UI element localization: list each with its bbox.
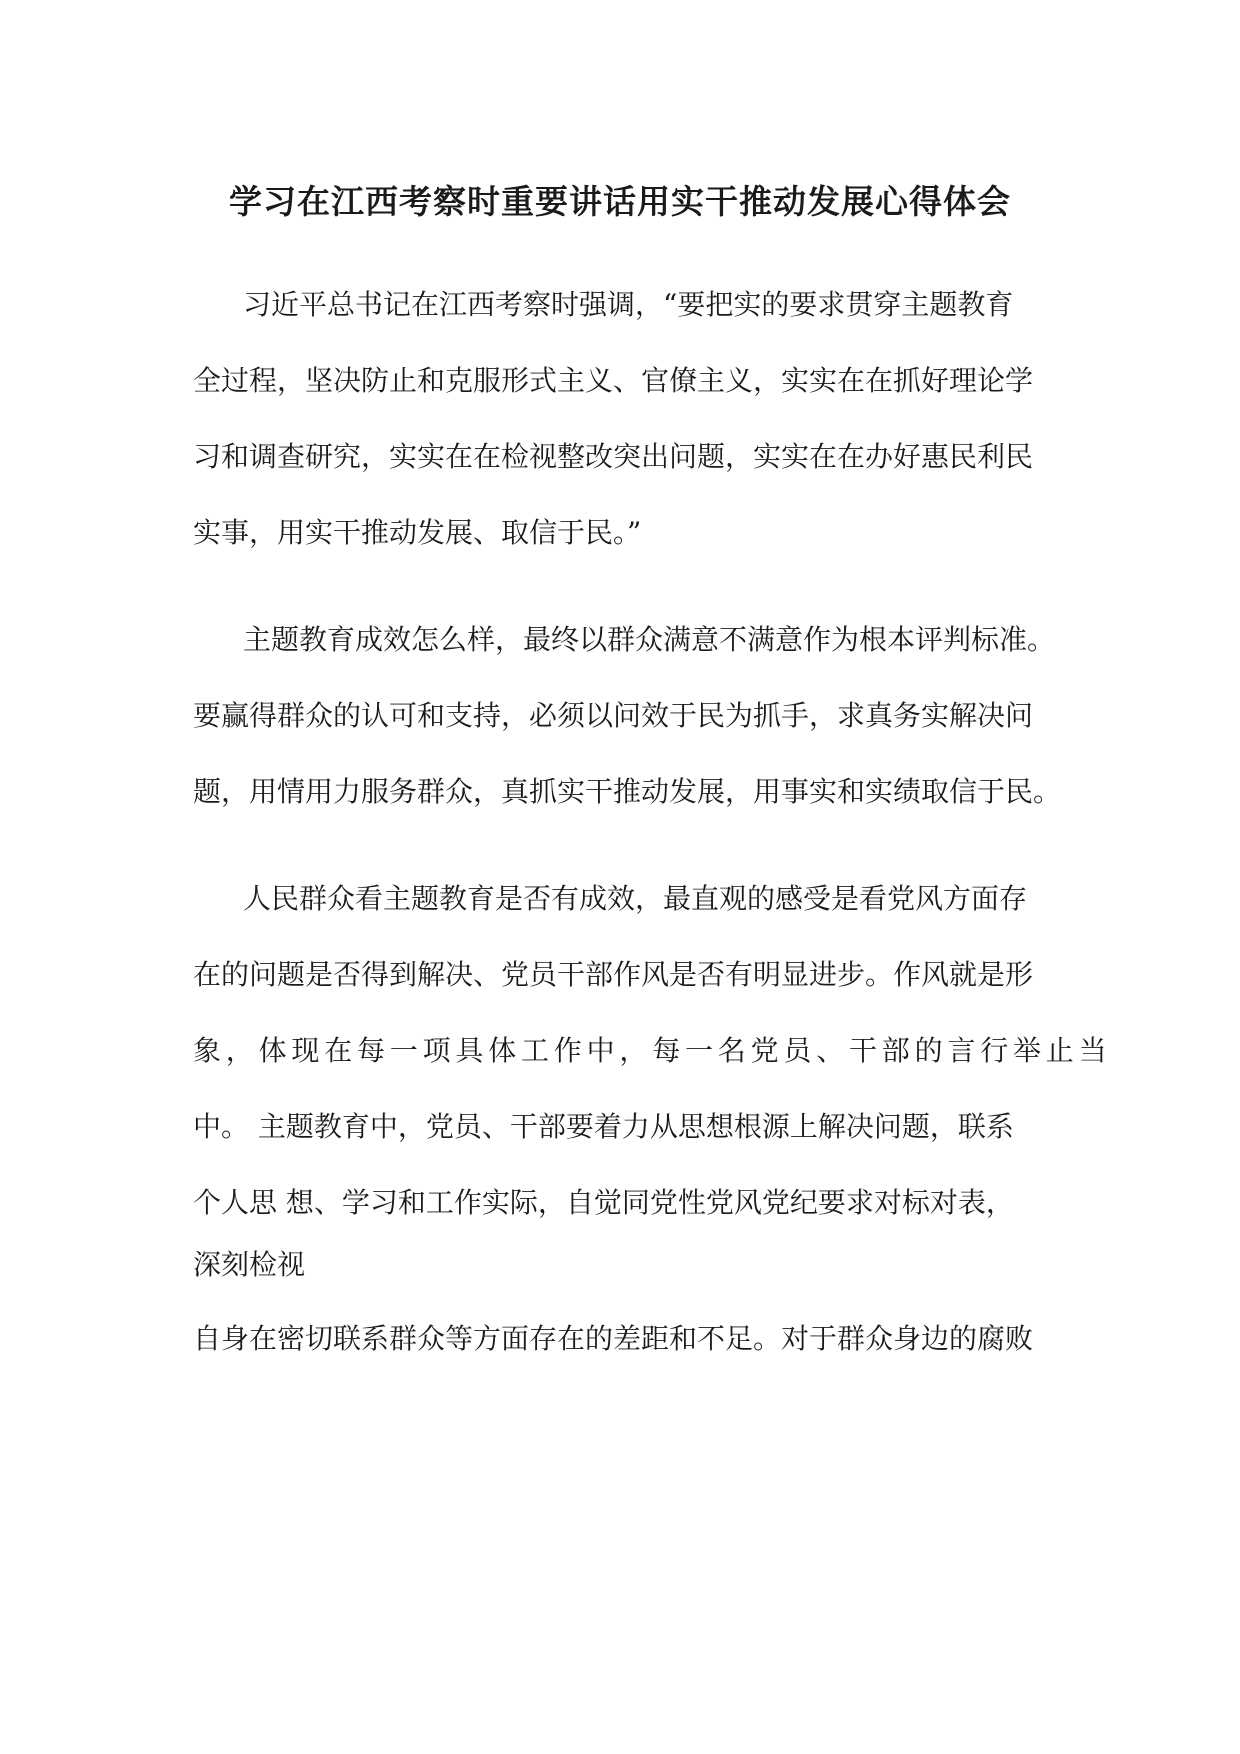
paragraph-3-line-4: 中。 主题教育中，党员、干部要着力从思想根源上解决问题，联系 — [193, 1110, 1014, 1143]
paragraph-3-line-1: 人民群众看主题教育是否有成效，最直观的感受是看党风方面存 — [243, 882, 1028, 915]
paragraph-1-line-2: 全过程，坚决防止和克服形式主义、官僚主义，实实在在抓好理论学 — [193, 364, 1034, 397]
paragraph-3-line-6: 深刻检视 — [193, 1248, 306, 1281]
document-title: 学习在江西考察时重要讲话用实干推动发展心得体会 — [229, 182, 1011, 221]
paragraph-2-line-2: 要赢得群众的认可和支持，必须以问效于民为抓手，求真务实解决问 — [193, 699, 1034, 732]
paragraph-1-line-4: 实事，用实干推动发展、取信于民。” — [193, 516, 642, 549]
paragraph-2-line-1: 主题教育成效怎么样，最终以群众满意不满意作为根本评判标准。 — [243, 623, 1056, 656]
paragraph-3-line-3: 象，体现在每一项具体工作中，每一名党员、干部的言行举止当 — [193, 1034, 1112, 1067]
paragraph-3-line-5: 个人思 想、学习和工作实际，自觉同党性党风党纪要求对标对表， — [193, 1186, 1014, 1219]
paragraph-1-line-1: 习近平总书记在江西考察时强调，“要把实的要求贯穿主题教育 — [243, 288, 1014, 321]
paragraph-1-line-3: 习和调查研究，实实在在检视整改突出问题，实实在在办好惠民利民 — [193, 440, 1034, 473]
paragraph-3-line-2: 在的问题是否得到解决、党员干部作风是否有明显进步。作风就是形 — [193, 958, 1034, 991]
paragraph-3-line-7: 自身在密切联系群众等方面存在的差距和不足。对于群众身边的腐败 — [193, 1322, 1034, 1355]
paragraph-2-line-3: 题，用情用力服务群众，真抓实干推动发展，用事实和实绩取信于民。 — [193, 775, 1062, 808]
